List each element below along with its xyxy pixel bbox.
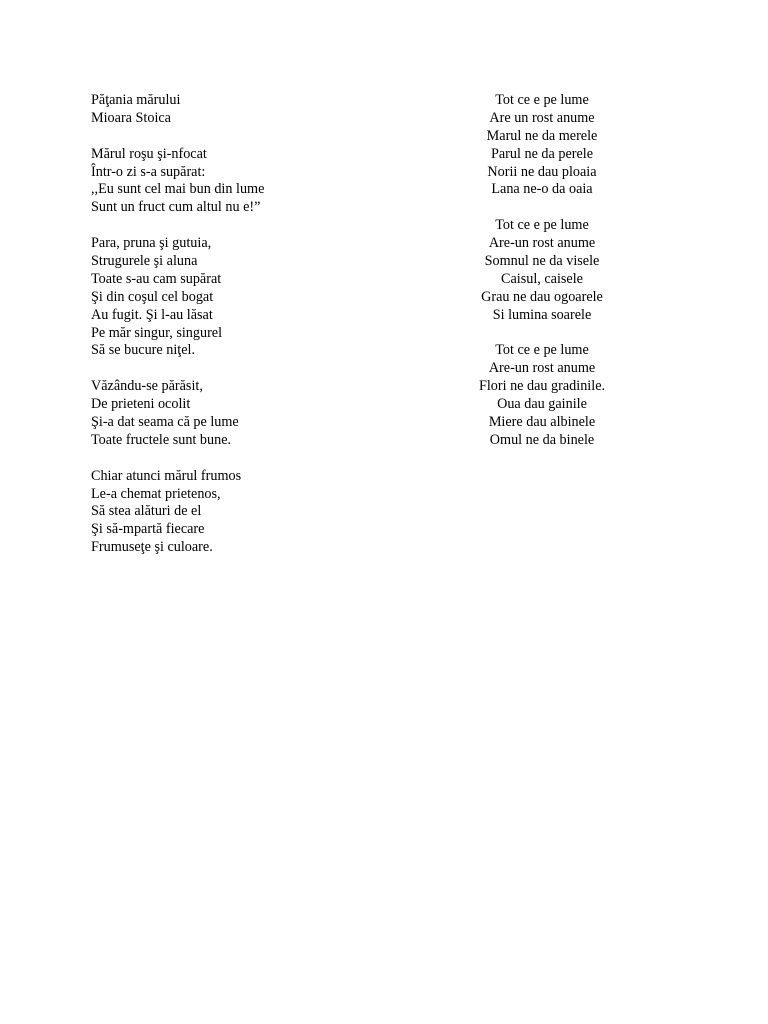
song-line: Miere dau albinele [488, 414, 596, 431]
poem-line: Să stea alături de el [91, 503, 202, 520]
song-line: Are-un rost anume [488, 360, 596, 377]
stanza-gap [91, 217, 411, 235]
poem-line: Toate fructele sunt bune. [91, 431, 232, 448]
song-line: Grau ne dau ogoarele [481, 288, 603, 305]
song-column [442, 92, 642, 450]
poem-line: Frumuseţe şi culoare. [91, 539, 213, 556]
stanza-gap [91, 360, 411, 378]
song-line: Are-un rost anume [488, 235, 596, 252]
poem-line: Strugurele şi aluna [91, 253, 198, 270]
song-line: Oua dau gainile [497, 396, 587, 413]
stanza-gap [91, 128, 411, 146]
song-line: Somnul ne da visele [484, 253, 600, 270]
poem-line: Să se bucure niţel. [91, 342, 196, 359]
song-line: Parul ne da perele [490, 145, 594, 162]
poem-line: Mărul roşu şi-nfocat [91, 145, 207, 162]
song-line: Tot ce e pe lume [495, 217, 589, 234]
song-line: Norii ne dau ploaia [487, 163, 597, 180]
song-line: Lana ne-o da oaia [491, 181, 593, 198]
poem-line: Într-o zi s-a supărat: [91, 163, 206, 180]
poem-author: Mioara Stoica [91, 109, 171, 126]
stanza-gap [442, 199, 642, 217]
poem-line: Şi din coşul cel bogat [91, 288, 214, 305]
song-line: Caisul, caisele [501, 270, 583, 287]
song-line: Marul ne da merele [486, 127, 598, 144]
poem-title: Păţania mărului [91, 92, 181, 108]
poem-line: Para, pruna şi gutuia, [91, 235, 212, 252]
song-line: Flori ne dau gradinile. [478, 378, 606, 395]
song-line: Omul ne da binele [489, 431, 595, 448]
poem-column [91, 92, 411, 557]
poem-line: Toate s-au cam supărat [91, 270, 222, 287]
stanza-gap [442, 325, 642, 343]
poem-line: Sunt un fruct cum altul nu e!” [91, 199, 261, 216]
poem-line: De prieteni ocolit [91, 396, 191, 413]
stanza-gap [91, 450, 411, 468]
poem-line: Le-a chemat prietenos, [91, 485, 221, 502]
song-line: Tot ce e pe lume [495, 92, 589, 108]
poem-line: Chiar atunci mărul frumos [91, 467, 242, 484]
poem-line: Pe măr singur, singurel [91, 324, 223, 341]
song-line: Are un rost anume [489, 109, 595, 126]
poem-line: Şi-a dat seama că pe lume [91, 414, 239, 431]
song-line: Si lumina soarele [492, 306, 592, 323]
poem-line: Şi să-mpartă fiecare [91, 521, 205, 538]
poem-line: Văzându-se părăsit, [91, 378, 203, 395]
poem-line: Au fugit. Şi l-au lăsat [91, 306, 213, 323]
song-line: Tot ce e pe lume [495, 342, 589, 359]
poem-line: ,,Eu sunt cel mai bun din lume [91, 181, 265, 198]
